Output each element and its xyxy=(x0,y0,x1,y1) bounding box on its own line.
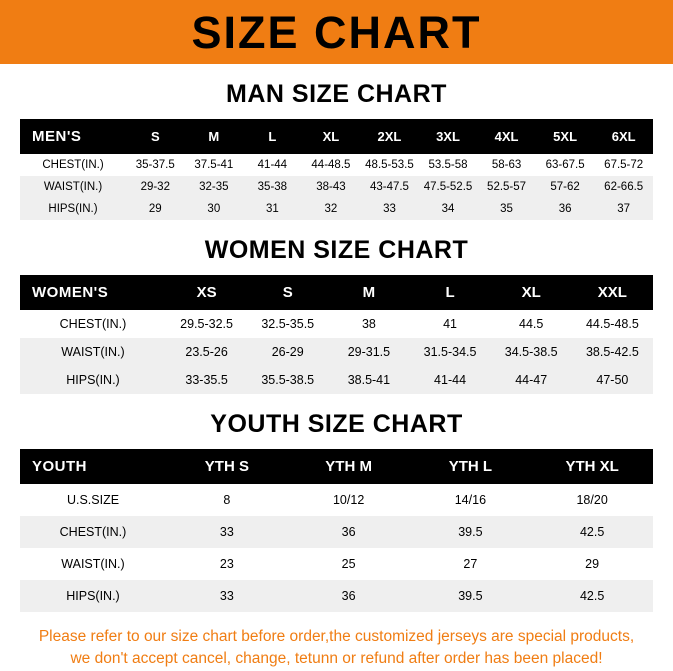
man-table-wrap xyxy=(0,119,673,220)
man-table-body xyxy=(20,154,653,220)
youth-size-table xyxy=(20,449,653,612)
man-col-header: 2XL xyxy=(360,119,419,154)
youth-cell: 8 xyxy=(223,493,231,507)
women-cell: 29-31.5 xyxy=(347,345,391,359)
women-section-title: WOMEN SIZE CHART xyxy=(204,236,469,264)
youth-cell: 14/16 xyxy=(454,493,487,507)
table-row xyxy=(20,366,653,394)
women-corner-label: WOMEN'S xyxy=(20,275,166,310)
man-cell: 48.5-53.5 xyxy=(365,159,414,171)
man-cell: 44-48.5 xyxy=(311,159,351,171)
youth-cell: 36 xyxy=(341,525,356,539)
man-cell: 34 xyxy=(441,203,455,215)
man-cell: 33 xyxy=(383,203,396,215)
man-col-header: M xyxy=(185,119,244,154)
man-cell: 29-32 xyxy=(140,181,170,193)
youth-col-header: YTH XL xyxy=(531,449,653,484)
women-cell: 47-50 xyxy=(596,373,629,387)
man-col-header: 3XL xyxy=(419,119,478,154)
footer-note-line1: Please refer to our size chart before order,the customized jerseys are special products, xyxy=(38,628,635,645)
women-row-label: HIPS(IN.) xyxy=(66,373,120,387)
youth-corner-label: YOUTH xyxy=(20,449,166,484)
youth-cell: 39.5 xyxy=(458,525,483,539)
man-section-title: MAN SIZE CHART xyxy=(226,80,447,108)
women-col-header: L xyxy=(409,275,490,310)
man-cell: 31 xyxy=(265,203,279,215)
man-table-head xyxy=(20,119,653,154)
youth-row-label: WAIST(IN.) xyxy=(61,557,125,571)
man-header-row xyxy=(20,119,653,154)
man-col-header: 4XL xyxy=(477,119,536,154)
man-cell: 63-67.5 xyxy=(545,159,585,171)
women-header-row xyxy=(20,275,653,310)
man-cell: 37 xyxy=(617,203,631,215)
youth-cell: 33 xyxy=(219,525,234,539)
women-table-wrap xyxy=(0,275,673,394)
man-cell: 35-38 xyxy=(257,181,288,193)
women-cell: 26-29 xyxy=(271,345,304,359)
women-col-header: XXL xyxy=(572,275,653,310)
women-cell: 33-35.5 xyxy=(185,373,228,387)
man-col-header: L xyxy=(243,119,302,154)
man-cell: 58-63 xyxy=(491,159,522,171)
women-col-header: S xyxy=(247,275,328,310)
women-cell: 29.5-32.5 xyxy=(180,317,233,331)
women-table-head xyxy=(20,275,653,310)
youth-table-body xyxy=(20,484,653,612)
man-cell: 32 xyxy=(324,203,338,215)
women-cell: 34.5-38.5 xyxy=(504,345,558,359)
man-row-label: WAIST(IN.) xyxy=(43,181,103,193)
women-col-header: XL xyxy=(491,275,572,310)
youth-header-row xyxy=(20,449,653,484)
women-row-label: CHEST(IN.) xyxy=(59,317,127,331)
women-cell: 44.5-48.5 xyxy=(585,317,639,331)
youth-row-label: CHEST(IN.) xyxy=(59,525,127,539)
women-cell: 44-47 xyxy=(515,373,548,387)
man-col-header: 5XL xyxy=(536,119,595,154)
man-cell: 53.5-58 xyxy=(428,159,468,171)
man-row-label: CHEST(IN.) xyxy=(42,159,104,171)
youth-cell: 10/12 xyxy=(332,493,365,507)
table-row xyxy=(20,580,653,612)
footer-note xyxy=(0,626,673,671)
table-row xyxy=(20,338,653,366)
women-cell: 31.5-34.5 xyxy=(423,345,477,359)
man-cell: 32-35 xyxy=(199,181,229,193)
man-cell: 36 xyxy=(558,203,572,215)
page-title: SIZE CHART xyxy=(191,6,482,58)
man-cell: 37.5-41 xyxy=(194,159,234,171)
women-cell: 23.5-26 xyxy=(185,345,228,359)
youth-cell: 23 xyxy=(219,557,234,571)
man-cell: 67.5-72 xyxy=(604,159,644,171)
table-row xyxy=(20,516,653,548)
women-cell: 38.5-41 xyxy=(347,373,391,387)
youth-table-head xyxy=(20,449,653,484)
man-corner-label: MEN'S xyxy=(20,119,126,154)
man-size-table xyxy=(20,119,653,220)
man-cell: 52.5-57 xyxy=(487,181,527,193)
youth-row-label: U.S.SIZE xyxy=(66,493,120,507)
women-size-table xyxy=(20,275,653,394)
man-cell: 47.5-52.5 xyxy=(423,181,473,193)
footer-note-line2: we don't accept cancel, change, tetunn or refund after order has been placed! xyxy=(70,650,603,668)
women-cell: 35.5-38.5 xyxy=(261,373,315,387)
man-cell: 57-62 xyxy=(550,181,580,193)
youth-cell: 27 xyxy=(463,557,478,571)
youth-cell: 42.5 xyxy=(579,589,605,603)
youth-cell: 25 xyxy=(341,557,356,571)
header-banner xyxy=(0,0,673,64)
youth-cell: 33 xyxy=(219,589,234,603)
women-row-label: WAIST(IN.) xyxy=(61,345,125,359)
women-col-header: XS xyxy=(166,275,247,310)
women-cell: 41-44 xyxy=(434,373,467,387)
youth-col-header: YTH M xyxy=(288,449,410,484)
table-row xyxy=(20,198,653,220)
women-col-header: M xyxy=(328,275,409,310)
man-col-header: 6XL xyxy=(594,119,653,154)
youth-cell: 39.5 xyxy=(458,589,483,603)
women-table-body xyxy=(20,310,653,394)
man-col-header: XL xyxy=(302,119,361,154)
youth-col-header: YTH L xyxy=(410,449,532,484)
table-row xyxy=(20,548,653,580)
women-cell: 44.5 xyxy=(519,317,544,331)
table-row xyxy=(20,484,653,516)
women-cell: 41 xyxy=(443,317,457,331)
youth-cell: 29 xyxy=(585,557,600,571)
table-row xyxy=(20,310,653,338)
youth-cell: 42.5 xyxy=(579,525,605,539)
man-cell: 62-66.5 xyxy=(604,181,644,193)
youth-col-header: YTH S xyxy=(166,449,288,484)
man-cell: 41-44 xyxy=(257,159,288,171)
man-cell: 43-47.5 xyxy=(369,181,409,193)
man-col-header: S xyxy=(126,119,185,154)
youth-section-title: YOUTH SIZE CHART xyxy=(210,410,463,438)
women-cell: 38.5-42.5 xyxy=(585,345,639,359)
table-row xyxy=(20,154,653,176)
youth-table-wrap xyxy=(0,449,673,612)
man-row-label: HIPS(IN.) xyxy=(48,203,98,215)
women-cell: 38 xyxy=(361,317,376,331)
man-cell: 29 xyxy=(148,203,162,215)
man-cell: 35-37.5 xyxy=(135,159,175,171)
women-cell: 32.5-35.5 xyxy=(261,317,315,331)
youth-cell: 36 xyxy=(341,589,356,603)
youth-row-label: HIPS(IN.) xyxy=(66,589,120,603)
youth-cell: 18/20 xyxy=(576,493,608,507)
man-cell: 30 xyxy=(207,203,221,215)
man-cell: 38-43 xyxy=(316,181,346,193)
man-cell: 35 xyxy=(500,203,513,215)
table-row xyxy=(20,176,653,198)
